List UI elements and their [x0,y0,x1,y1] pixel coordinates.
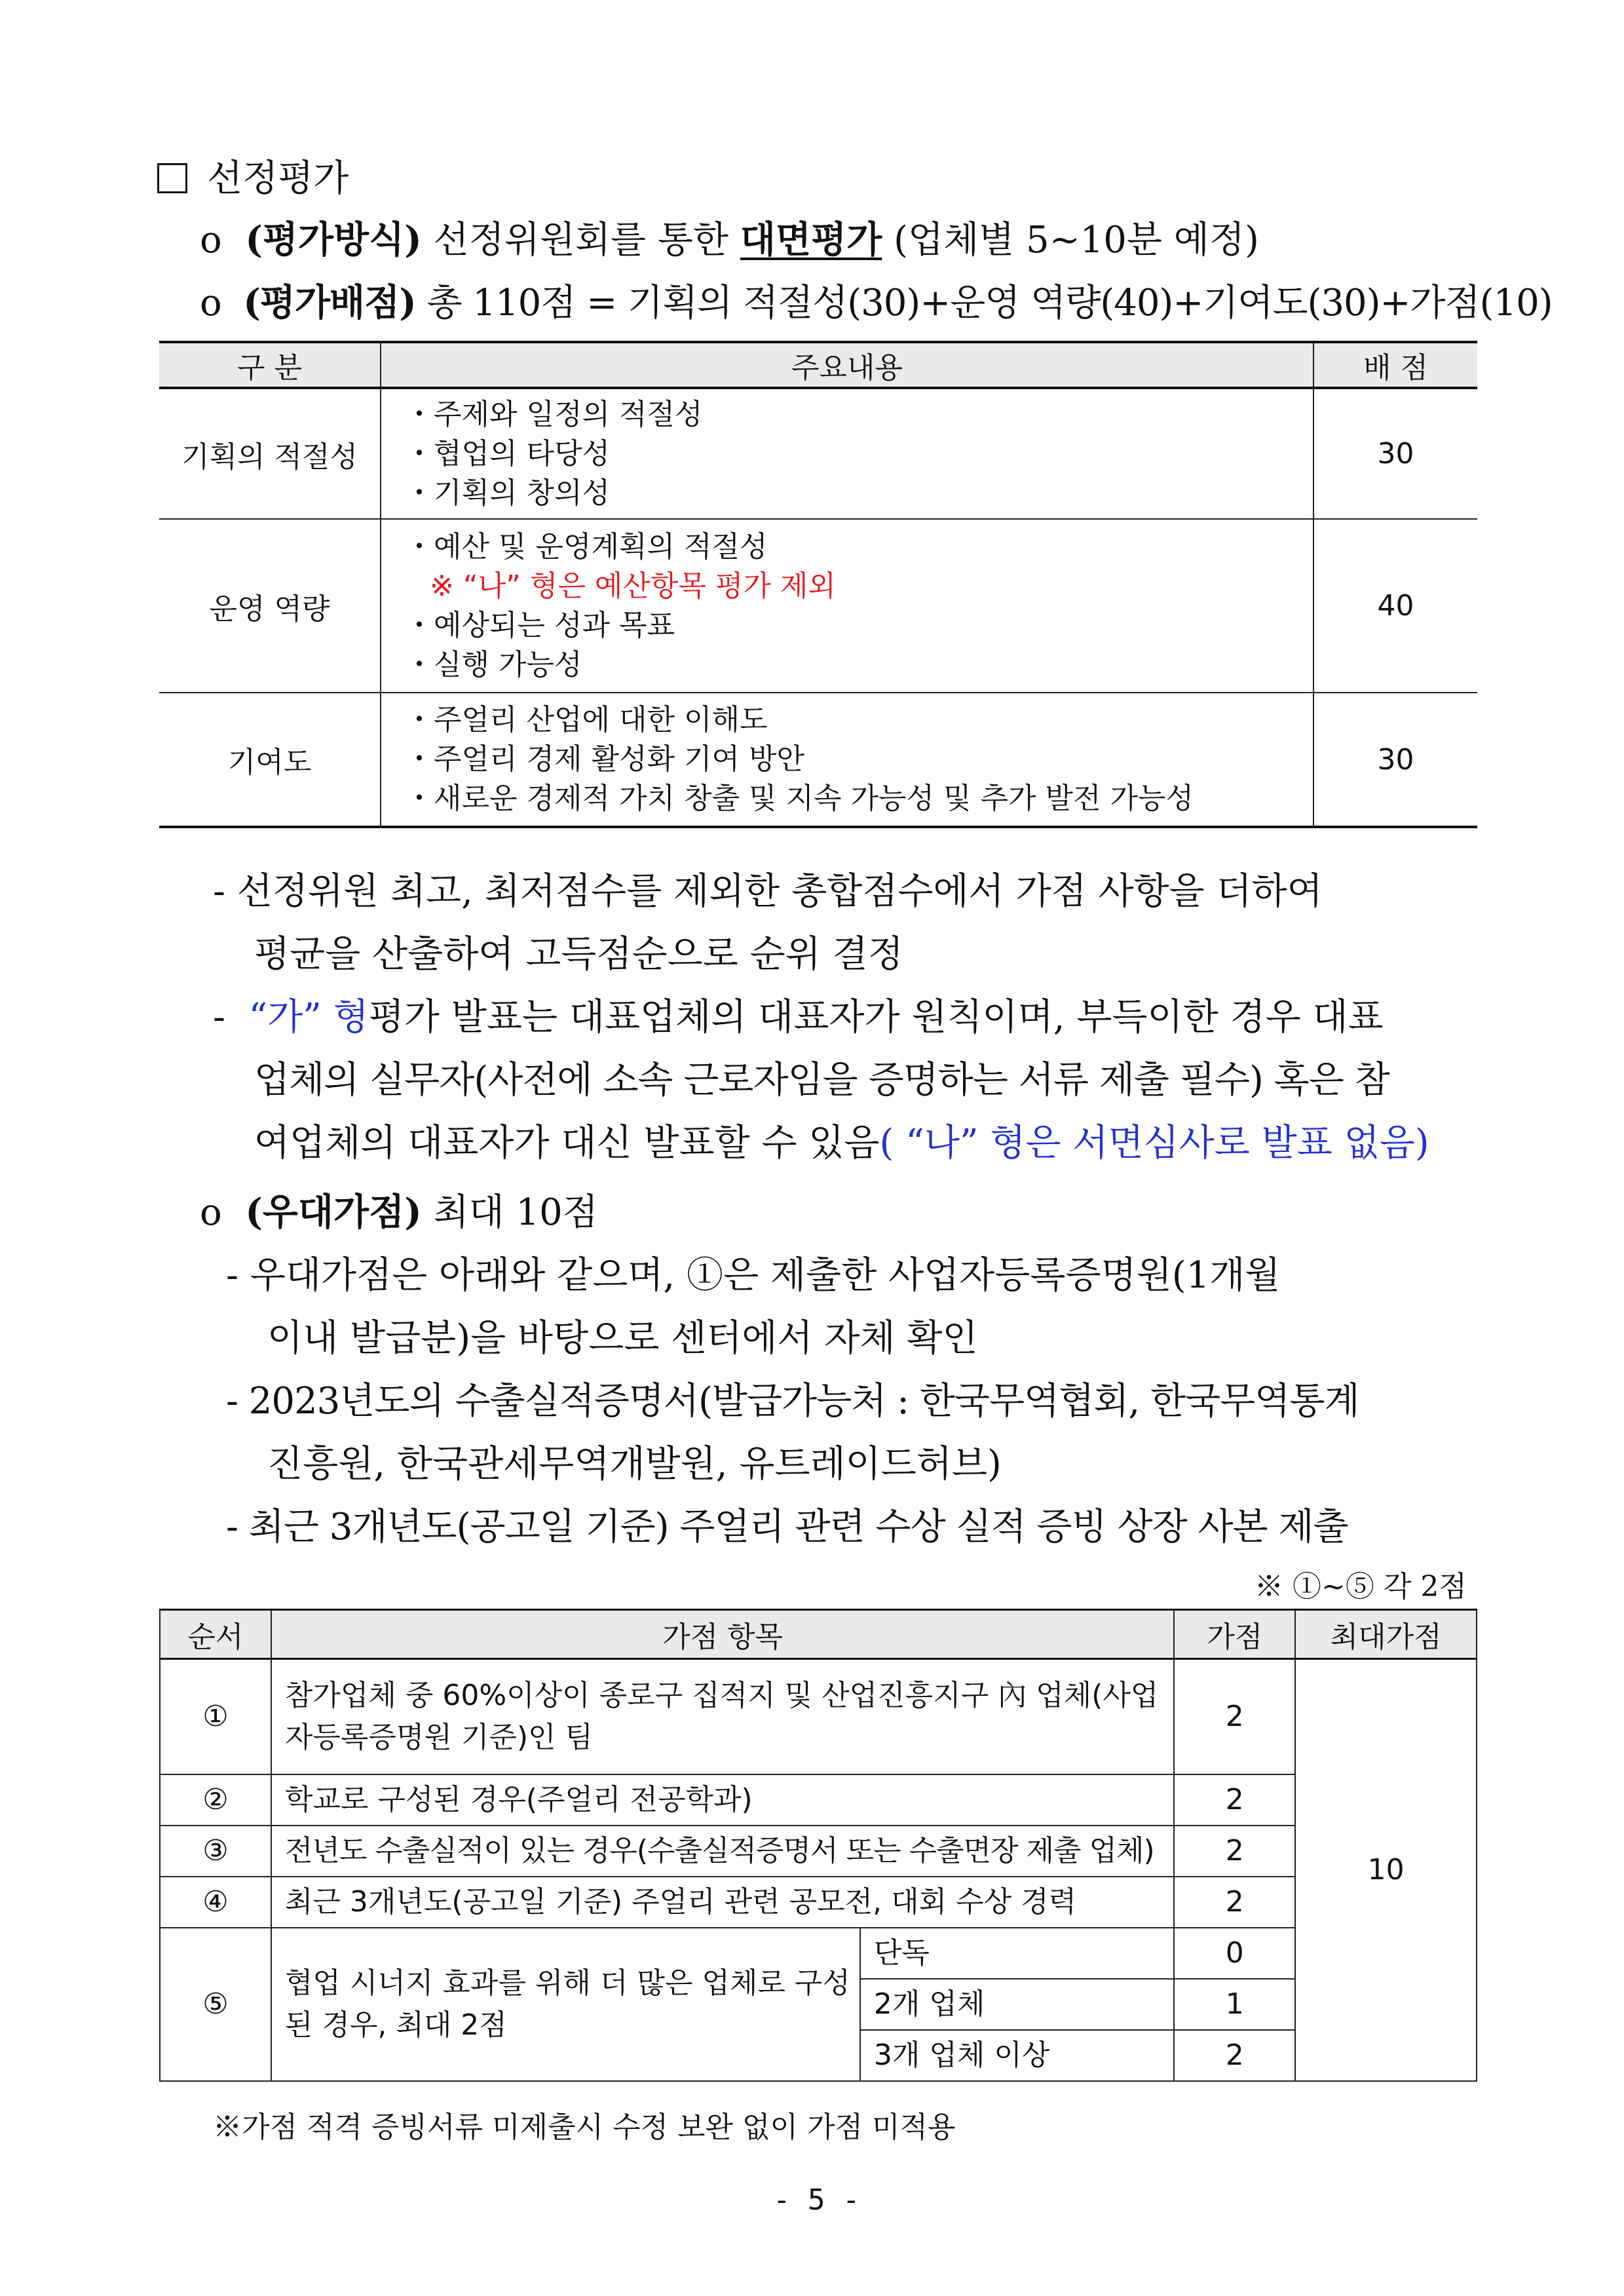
checkbox-icon [157,163,187,193]
row-number: ⑤ [160,1928,271,2081]
method-label: (평가방식) [245,218,422,261]
list-item: ・주얼리 경제 활성화 기여 방안 [405,742,804,776]
evaluation-table [159,341,1477,828]
method-post: (업체별 5~10분 예정) [894,219,1259,261]
row-bonus: 1 [1174,1979,1295,2030]
bonus-label: (우대가점) [245,1191,422,1234]
method-line [200,211,1259,263]
row-items [381,388,1313,519]
row-score: 40 [1313,519,1477,693]
bonus-line: - 2023년도의 수출실적증명서(발급가능처 : 한국무역협회, 한국무역통계 [226,1380,1359,1423]
bonus-text: 최대 10점 [433,1191,598,1234]
note-line: - 선정위원 최고, 최저점수를 제외한 총합점수에서 가점 사항을 더하여 [213,870,1323,913]
table-header-row [159,342,1477,388]
row-number: ② [160,1774,271,1826]
row-bonus: 2 [1174,1826,1295,1877]
list-item: ・예산 및 운영계획의 적절성 [405,529,768,564]
page-number: - 5 - [773,2183,860,2217]
header-order: 순서 [160,1610,271,1659]
note-line: 평균을 산출하여 고득점순으로 순위 결정 [254,933,903,976]
note-line: - “가” 형평가 발표는 대표업체의 대표자가 원칙이며, 부득이한 경우 대표 [213,996,1384,1039]
exclusion-note: ※ “나” 형은 예산항목 평가 제외 [430,569,836,603]
bonus-line: - 최근 3개년도(공고일 기준) 주얼리 관련 수상 실적 증빙 상장 사본 제출 [226,1506,1348,1548]
table-row [160,1928,1477,1979]
note-line: 여업체의 대표자가 대신 발표할 수 있음( “나” 형은 서면심사로 발표 없음) [254,1122,1429,1164]
header-content: 주요내용 [381,342,1313,388]
bonus-line: 진흥원, 한국관세무역개발원, 유트레이드허브) [267,1443,1002,1485]
list-item: ・예상되는 성과 목표 [405,608,675,642]
score-text: 총 110점 = 기획의 적절성(30)+운영 역량(40)+기여도(30)+가점(10) [426,282,1553,324]
row-bonus: 2 [1174,1659,1295,1774]
sub-label: 단독 [860,1928,1175,1979]
list-item: ・새로운 경제적 가치 창출 및 지속 가능성 및 추가 발전 가능성 [405,782,1194,815]
type-ga: “가” 형 [248,996,369,1039]
list-item: ・실행 가능성 [405,647,582,681]
table-row [159,693,1477,827]
row-items [381,693,1313,827]
table-row [159,519,1477,693]
row-number: ① [160,1659,271,1774]
header-category: 구 분 [159,342,381,388]
header-max: 최대가점 [1295,1610,1477,1659]
table-row [159,388,1477,519]
row-category: 운영 역량 [159,519,381,693]
row-number: ③ [160,1826,271,1877]
row-number: ④ [160,1877,271,1928]
row-item: 전년도 수출실적이 있는 경우(수출실적증명서 또는 수출면장 제출 업체) [271,1826,1175,1877]
bonus-heading: o (우대가점) 최대 10점 [200,1191,598,1234]
score-note: ※ ①~⑤ 각 2점 [1255,1570,1467,1603]
row-bonus: 2 [1174,2030,1295,2081]
row-item: 참가업체 중 60%이상이 종로구 집적지 및 산업진흥지구 內 업체(사업자등록증명원 기준)인 팀 [271,1659,1175,1774]
sub-label: 2개 업체 [860,1979,1175,2030]
row-item: 최근 3개년도(공고일 기준) 주얼리 관련 공모전, 대회 수상 경력 [271,1877,1175,1928]
header-bonus: 가점 [1174,1610,1295,1659]
note-line: 업체의 실무자(사전에 소속 근로자임을 증명하는 서류 제출 필수) 혹은 참 [254,1059,1389,1101]
row-item: 학교로 구성된 경우(주얼리 전공학과) [271,1774,1175,1826]
table-row [160,1877,1477,1928]
max-bonus: 10 [1295,1659,1477,2081]
table-row [160,1826,1477,1877]
score-label: (평가배점) [243,281,416,324]
row-bonus: 2 [1174,1877,1295,1928]
row-score: 30 [1313,693,1477,827]
row-category: 기여도 [159,693,381,827]
row-bonus: 2 [1174,1774,1295,1826]
list-item: ・주제와 일정의 적절성 [405,397,703,431]
score-line [200,274,1553,326]
sub-label: 3개 업체 이상 [860,2030,1175,2081]
list-item: ・기획의 창의성 [405,476,611,510]
bullet: o [200,282,221,324]
row-bonus: 0 [1174,1928,1295,1979]
header-score: 배 점 [1313,342,1477,388]
list-item: ・협업의 타당성 [405,436,611,470]
method-emphasis: 대면평가 [740,218,882,261]
row-score: 30 [1313,388,1477,519]
list-item: ・주얼리 산업에 대한 이해도 [405,703,768,737]
row-category: 기획의 적절성 [159,388,381,519]
method-pre: 선정위원회를 통한 [433,219,729,261]
table-header-row [160,1610,1477,1659]
footnote: ※가점 적격 증빙서류 미제출시 수정 보완 없이 가점 미적용 [213,2111,956,2144]
type-na-note: ( “나” 형은 서면심사로 발표 없음) [879,1122,1429,1164]
header-item: 가점 항목 [271,1610,1175,1659]
bullet: o [200,219,222,261]
row-items [381,519,1313,693]
table-row [160,1659,1477,1774]
table-row [160,1774,1477,1826]
section-title: 선정평가 [157,149,349,202]
bonus-table [159,1609,1477,2082]
row-item: 협업 시너지 효과를 위해 더 많은 업체로 구성된 경우, 최대 2점 [271,1928,860,2081]
bonus-line: - 우대가점은 아래와 같으며, ①은 제출한 사업자등록증명원(1개월 [226,1254,1281,1297]
bonus-line: 이내 발급분)을 바탕으로 센터에서 자체 확인 [267,1317,978,1360]
